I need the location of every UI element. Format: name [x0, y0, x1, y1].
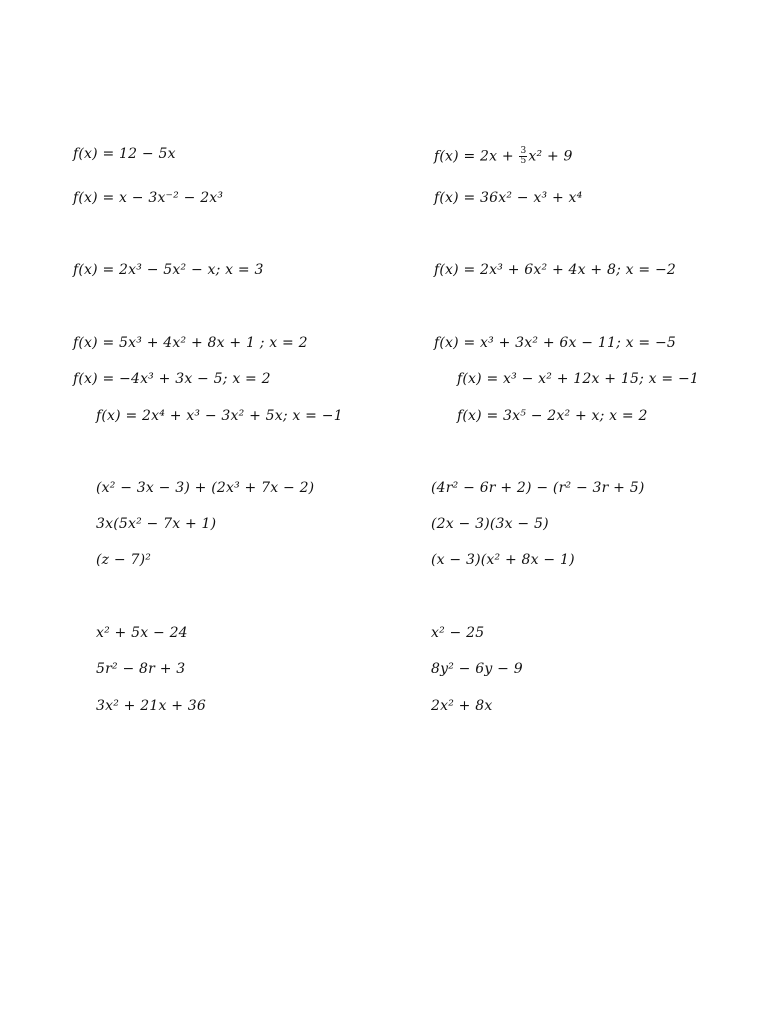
fraction-three-fifths — [519, 147, 527, 166]
left-expr-1: f(x) = 12 − 5x — [73, 146, 176, 162]
fraction-numerator: 3 — [520, 146, 527, 156]
right-expr-7: (4r² − 6r + 2) − (r² − 3r + 5) — [431, 480, 645, 496]
right-expr-8: (2x − 3)(3x − 5) — [431, 516, 549, 532]
left-expr-10: x² + 5x − 24 — [96, 625, 188, 641]
right-expr-11: 8y² − 6y − 9 — [431, 661, 523, 677]
right-expr-2: f(x) = 36x² − x³ + x⁴ — [434, 190, 583, 206]
right-expr-9: (x − 3)(x² + 8x − 1) — [431, 552, 575, 568]
right-expr-1-pre: f(x) = 2x + — [434, 148, 519, 165]
right-expr-3: f(x) = 2x³ + 6x² + 4x + 8; x = −2 — [434, 262, 676, 278]
right-expr-4: f(x) = x³ + 3x² + 6x − 11; x = −5 — [434, 335, 676, 351]
left-expr-3: f(x) = 2x³ − 5x² − x; x = 3 — [73, 262, 264, 278]
left-expr-2: f(x) = x − 3x⁻² − 2x³ — [73, 190, 224, 206]
right-expr-10: x² − 25 — [431, 625, 485, 641]
left-expr-7: (x² − 3x − 3) + (2x³ + 7x − 2) — [96, 480, 315, 496]
left-expr-9: (z − 7)² — [96, 552, 152, 568]
right-expr-5: f(x) = x³ − x² + 12x + 15; x = −1 — [457, 371, 699, 387]
right-expr-1-post: x² + 9 — [528, 148, 573, 165]
right-expr-6: f(x) = 3x⁵ − 2x² + x; x = 2 — [457, 408, 648, 424]
left-expr-5: f(x) = −4x³ + 3x − 5; x = 2 — [73, 371, 271, 387]
left-expr-12: 3x² + 21x + 36 — [96, 698, 207, 714]
left-expr-4: f(x) = 5x³ + 4x² + 8x + 1 ; x = 2 — [73, 335, 308, 351]
right-expr-1 — [434, 147, 573, 166]
left-expr-8: 3x(5x² − 7x + 1) — [96, 516, 217, 532]
left-expr-11: 5r² − 8r + 3 — [96, 661, 186, 677]
fraction-denominator: 5 — [520, 156, 527, 166]
left-expr-6: f(x) = 2x⁴ + x³ − 3x² + 5x; x = −1 — [96, 408, 343, 424]
right-expr-12: 2x² + 8x — [431, 698, 493, 714]
